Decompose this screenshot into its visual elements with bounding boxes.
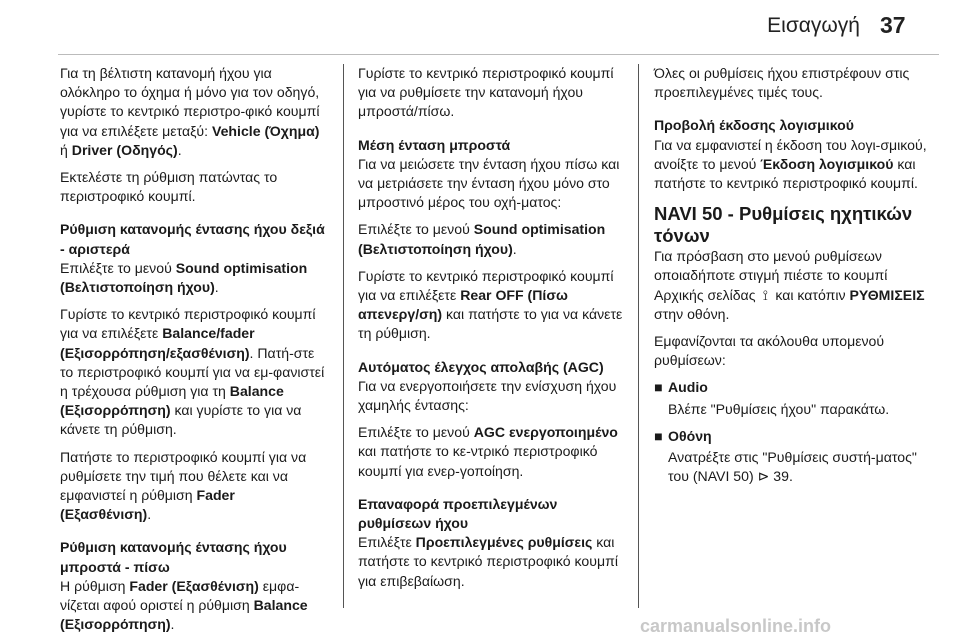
list-item-label: Audio <box>668 379 708 396</box>
paragraph: Επιλέξτε το μενού AGC ενεργοποιημένο και πατήστε το κε-ντρικό περιστροφικό κουμπί για ενερ-γοποίηση. <box>358 424 618 479</box>
section-heading: Ρύθμιση κατανομής έντασης ήχου δεξιά - αριστερά <box>60 221 325 257</box>
paragraph: Γυρίστε το κεντρικό περιστροφικό κουμπί για να επιλέξετε Balance/fader (Εξισορρόπηση/εξασθένιση). Πατή-στε το περιστροφικό κουμπί για να εμ-φανιστεί η τρέχουσα ρύθμιση για τη Balance (Εξισορρόπηση) και γυρίστε το για να κάνετε τη ρύθμιση. <box>60 306 325 438</box>
paragraph: Για να ενεργοποιήσετε την ενίσχυση ήχου χαμηλής έντασης: <box>358 377 617 414</box>
paragraph: Πατήστε το περιστροφικό κουμπί για να ρυθμίσετε την τιμή που θέλετε και να εμφανιστεί η ρύθμιση Fader (Εξασθένιση). <box>60 448 307 523</box>
paragraph: Επιλέξτε Προεπιλεγμένες ρυθμίσεις και πατήστε το κεντρικό περιστροφικό κουμπί για επιβεβαίωση. <box>358 534 618 589</box>
paragraph: Εμφανίζονται τα ακόλουθα υπομενού ρυθμίσεων: <box>654 333 885 369</box>
home-icon: ⟟ <box>762 286 769 303</box>
paragraph: Γυρίστε το κεντρικό περιστροφικό κουμπί για να ρυθμίσετε την κατανομή ήχου μπροστά/πίσω. <box>358 65 614 120</box>
paragraph: Για πρόσβαση στο μενού ρυθμίσεων οποιαδήποτε στιγμή πιέστε το κουμπί Αρχικής σελίδας ⟟ και κατόπιν ΡΥΘΜΙΣΕΙΣ στην οθόνη. <box>654 248 925 322</box>
running-header-title: Εισαγωγή <box>767 14 860 37</box>
list-item <box>654 378 940 397</box>
section-heading: Αυτόματος έλεγχος απολαβής (AGC) <box>358 358 604 375</box>
section-heading: Μέση ένταση μπροστά <box>358 136 511 153</box>
column-2 <box>358 64 628 599</box>
column-divider-1 <box>343 64 344 608</box>
paragraph: Γυρίστε το κεντρικό περιστροφικό κουμπί για να επιλέξετε Rear OFF (Πίσω απενεργ/ση) και πατήστε το για να κάνετε τη ρύθμιση. <box>358 267 623 342</box>
page-number: 37 <box>880 12 906 38</box>
list-item-text: Ανατρέξτε στις "Ρυθμίσεις συστή-ματος" του (NAVI 50) ⊳ 39. <box>668 449 917 485</box>
section-heading: Επαναφορά προεπιλεγμένων ρυθμίσεων ήχου <box>358 495 558 532</box>
page-reference-icon: ⊳ <box>757 468 770 485</box>
list-item-text: Βλέπε "Ρυθμίσεις ήχου" παρακάτω. <box>668 400 890 417</box>
paragraph: Επιλέξτε το μενού Sound optimisation (Βελτιστοποίηση ήχου). <box>60 259 308 296</box>
section-title: NAVI 50 - Ρυθμίσεις ηχητικών τόνων <box>654 203 913 247</box>
column-divider-2 <box>638 64 639 608</box>
bullet-icon: ■ <box>654 427 663 444</box>
bullet-icon: ■ <box>654 379 663 396</box>
section-heading: Προβολή έκδοσης λογισμικού <box>654 117 854 134</box>
section-heading: Ρύθμιση κατανομής έντασης ήχου μπροστά - πίσω <box>60 539 287 575</box>
header-divider <box>58 54 939 55</box>
list-item <box>654 427 940 446</box>
paragraph: Εκτελέστε τη ρύθμιση πατώντας το περιστροφικό κουμπί. <box>60 169 278 205</box>
paragraph: Επιλέξτε το μενού Sound optimisation (Βελτιστοποίηση ήχου). <box>358 221 606 257</box>
column-1 <box>60 64 328 642</box>
paragraph: Για τη βέλτιστη κατανομή ήχου για ολόκληρο το όχημα ή μόνο για τον οδηγό, γυρίστε το κεντρικό περιστρο-φικό κουμπί για να επιλέξετε μεταξύ: Vehicle (Όχημα) ή Driver (Οδηγός). <box>60 65 320 158</box>
paragraph: Όλες οι ρυθμίσεις ήχου επιστρέφουν στις προεπιλεγμένες τιμές τους. <box>654 65 910 101</box>
watermark: carmanualsonline.info <box>640 616 832 636</box>
paragraph: Η ρύθμιση Fader (Εξασθένιση) εμφα-νίζεται αφού οριστεί η ρύθμιση Balance (Εξισορρόπηση). <box>60 577 308 633</box>
column-3 <box>654 64 940 494</box>
paragraph: Για να εμφανιστεί η έκδοση του λογι-σμικού, ανοίξτε το μενού Έκδοση λογισμικού και πατήστε το κεντρικό περιστροφικό κουμπί. <box>654 136 927 192</box>
paragraph: Για να μειώσετε την ένταση ήχου πίσω και να μετριάσετε την ένταση ήχου μόνο στο μπροστινό μέρος του οχή-ματος: <box>358 155 620 211</box>
list-item-label: Οθόνη <box>668 427 712 444</box>
